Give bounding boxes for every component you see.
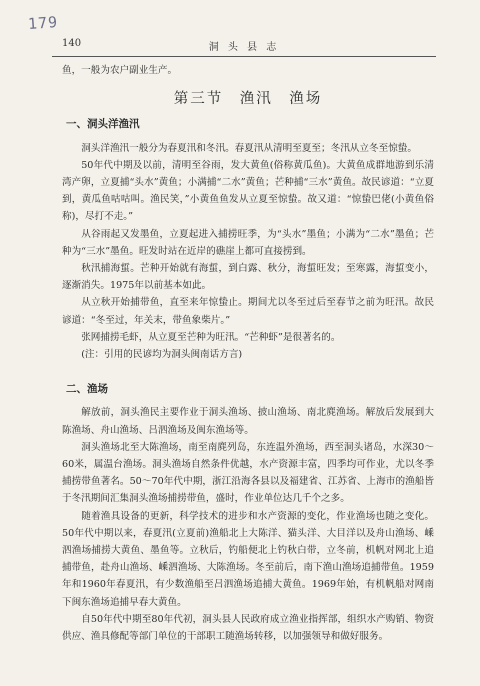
paragraph: 解放前，洞头渔民主要作业于洞头渔场、披山渔场、南北麂渔场。解放后发展到大陈渔场、舟山渔场、吕泗渔场及闽东渔场等。: [62, 407, 434, 436]
paragraph: 从谷雨起又发墨鱼，立夏起进入捕捞旺季，为“头水”墨鱼；小满为“二水”墨鱼；芒种为“三水”墨鱼。旺发时站在近岸的礁崖上都可直接捞到。: [62, 228, 434, 257]
page-body: [62, 62, 434, 645]
section-title: 第三节 渔汛 渔场: [173, 91, 323, 108]
note: (注：引用的民谚均为洞头闽南话方言): [81, 349, 243, 361]
paragraph: 洞头渔场北至大陈渔场，南至南麂列岛，东连温外渔场，西至洞头诸岛，水深30～60米，属温台渔场。洞头渔场自然条件优越，水产资源丰富，四季均可作业，尤以冬季捕捞带鱼著名。50～70年代中期，浙江沿海各县以及福建省、江苏省、上海市的渔船皆于冬汛期间汇集洞头渔场捕捞带鱼，盛时，作业单位达几千个之多。: [62, 441, 434, 505]
paragraph: 张网捕捞毛虾，从立夏至芒种为旺汛。“芒种虾”是很著名的。: [81, 331, 341, 343]
header-rule: [52, 56, 436, 57]
subsection-title-fishing-grounds: 二、渔场: [66, 383, 108, 396]
opening-line: 鱼，一般为农户副业生产。: [62, 65, 178, 76]
page-stamp: 179: [27, 12, 59, 34]
book-title: 洞 头 县 志: [208, 42, 280, 53]
paragraph: 自50年代中期至80年代初，洞头县人民政府成立渔业指挥部，组织水产购销、物资供应、渔具修配等部门单位的干部职工随渔场转移，以加强领导和做好服务。: [62, 613, 434, 643]
paragraph: 秋汛捕海蜇。芒种开始就有海蜇，到白露、秋分，海蜇旺发；至寒露，海蜇变小，逐渐消失。1975年以前基本如此。: [62, 263, 434, 292]
page-number: 140: [62, 38, 82, 49]
subsection-title-fishing-season: 一、洞头洋渔汛: [66, 118, 140, 131]
paragraph: 50年代中期及以前，清明至谷雨，发大黄鱼(俗称黄瓜鱼)。大黄鱼成群地游到乐清湾产卵，立夏捕“头水”黄鱼；小满捕“二水”黄鱼；芒种捕“三水”黄鱼。故民谚道：“立夏到，黄瓜鱼咕咕叫。渔民笑，”小黄鱼鱼发从立夏至惊蛰。故又道：“惊蛰巴佬(小黄鱼俗称)，尽打不走。”: [62, 159, 434, 223]
paragraph: 随着渔具设备的更新，科学技术的进步和水产资源的变化，作业渔场也随之变化。50年代中期以来，春夏汛(立夏前)渔船北上大陈洋、猫头洋、大目洋以及舟山渔场、嵊泗渔场捕捞大黄鱼、墨鱼等。立秋后，钓船便北上钓秋白带，立冬前，机帆对网北上追捕带鱼，赴舟山渔场、嵊泗渔场、大陈渔场。冬至前后，南下渔山渔场追捕带鱼。1959年和1960年春夏汛，有少数渔船至吕泗渔场追捕大黄鱼。1969年始，有机帆船对网南下闽东渔场追捕早春大黄鱼。: [62, 510, 434, 608]
page-header: [52, 38, 436, 54]
paragraph: 从立秋开始捕带鱼，直至来年惊蛰止。期间尤以冬至过后至春节之前为旺汛。故民谚道：“冬至过，年关末，带鱼象柴片。”: [62, 297, 434, 326]
paragraph: 洞头洋渔汛一般分为春夏汛和冬汛。春夏汛从清明至夏至；冬汛从立冬至惊蛰。: [81, 142, 417, 154]
